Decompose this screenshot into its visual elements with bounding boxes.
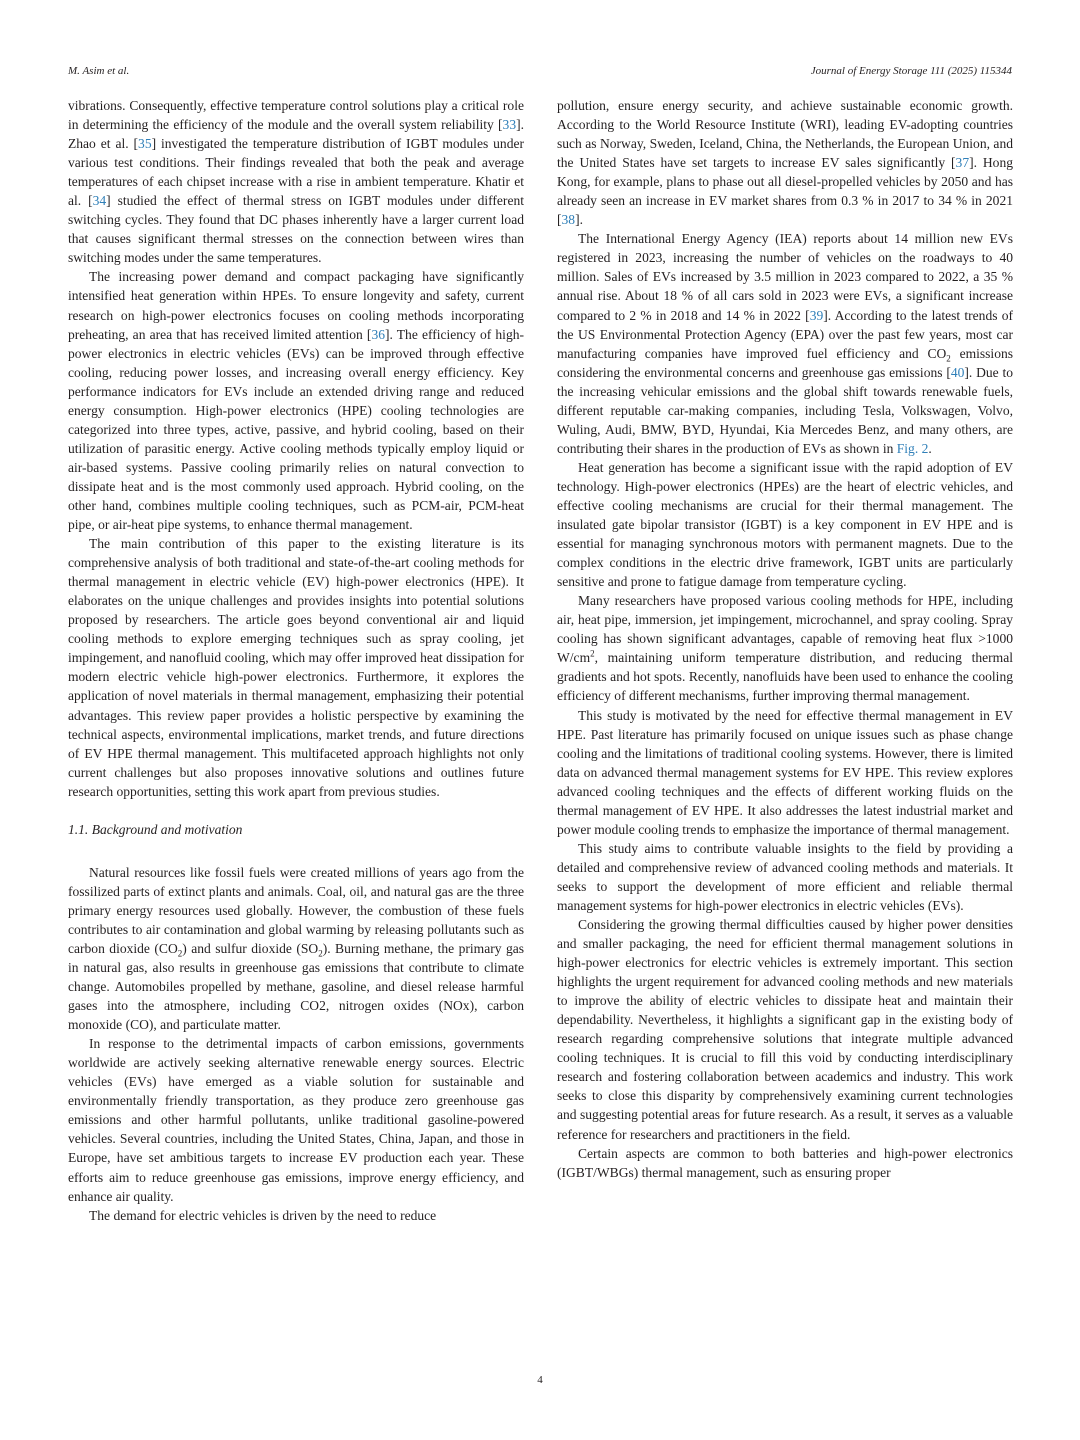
citation-link[interactable]: 34 xyxy=(92,193,107,209)
paragraph: The International Energy Agency (IEA) reports about 14 million new EVs registered in 2023, increasing the number of vehicles on the roadways to 40 million. Sales of EVs increased by 3.5 million in 2023 compared to 2022, a 35 % annual rise. About 18 % of all cars sold in 2023 were EVs, a significant increase compared to 2 % in 2018 and 14 % in 2022 [39]. According to the latest trends of the US Environmental Protection Agency (EPA) over the past few years, most car manufacturing companies have improved fuel efficiency and $CO_2$ emissions considering the environmental concerns and greenhouse gas emissions [40]. Due to the increasing vehicular emissions and the global shift towards renewable fuels, different reputable car-making companies, including Tesla, Volkswagen, Volvo, Wuling, Audi, BMW, BYD, Hyundai, Kia Mercedes Benz, and many others, are contributing their shares in the production of EVs as shown in Fig. 2. xyxy=(557,231,1014,456)
author-running-head: M. Asim et al. xyxy=(68,65,130,77)
right-column xyxy=(557,96,1013,1182)
paragraph: pollution, ensure energy security, and achieve sustainable economic growth. According to the World Resource Institute (WRI), leading EV-adopting countries such as Norway, Sweden, Iceland, China, the Netherlands, the European Union, and the United States have set targets to increase EV sales significantly [37]. Hong Kong, for example, plans to phase out all diesel-propelled vehicles by 2050 and has already seen an increase in EV market shares from 0.3 % in 2017 to 34 % in 2021 [38]. xyxy=(557,98,1014,228)
figure-link[interactable]: Fig. 2 xyxy=(896,440,929,456)
section-heading: 1.1. Background and motivation xyxy=(68,821,243,837)
paragraph: Considering the growing thermal difficulties caused by higher power densities and smaller packaging, the need for efficient thermal management solutions in high-power electronics for electric vehicles is extremely important. This section highlights the urgent requirement for advanced cooling methods and new materials to improve the ability of electric vehicles to dissipate heat and maintain their dependability. Nevertheless, it highlights a significant gap in the existing body of research regarding comprehensive solutions that integrate multiple advanced cooling techniques. It is crucial to fill this void by conducting interdisciplinary research and fostering collaboration between academics and industry. This work seeks to close this disparity by comprehensively examining current technologies and suggesting potential areas for future research. As a result, it serves as a valuable reference for researchers and practitioners in the field. xyxy=(557,917,1013,1142)
citation-link[interactable]: 37 xyxy=(955,155,970,171)
paragraph: Certain aspects are common to both batteries and high-power electronics (IGBT/WBGs) thermal management, such as ensuring proper xyxy=(557,1145,1013,1180)
paragraph: In response to the detrimental impacts of carbon emissions, governments worldwide are actively seeking alternative renewable energy sources. Electric vehicles (EVs) have emerged as a viable solution for sustainable and environmentally friendly transportation, as they produce zero greenhouse gas emissions and other harmful pollutants, unlike traditional gasoline-powered vehicles. Several countries, including the United States, China, Japan, and those in Europe, have set ambitious targets to increase EV production each year. These efforts aim to reduce greenhouse gas emissions, improve energy efficiency, and enhance air quality. xyxy=(68,1036,524,1204)
citation-link[interactable]: 40 xyxy=(950,364,965,380)
paragraph: Many researchers have proposed various cooling methods for HPE, including air, heat pipe, immersion, jet impingement, microchannel, and spray cooling. Spray cooling has shown significant advantages, capable of removing heat flux >1000 $W/cm^2$, maintaining uniform temperature distribution, and reducing thermal gradients and hot spots. Recently, nanofluids have been used to enhance the cooling efficiency of different mechanisms, further improving thermal management. xyxy=(557,593,1013,704)
citation-link[interactable]: 39 xyxy=(809,307,824,323)
paragraph: Heat generation has become a significant issue with the rapid adoption of EV technology. High-power electronics (HPEs) are the heart of electric vehicles, and effective cooling mechanisms are crucial for their thermal management. The insulated gate bipolar transistor (IGBT) is a key component in EV HPE and is essential for managing synchronous motors with permanent magnets. Due to the complex conditions in the electric drive framework, IGBT units are particularly sensitive and prone to fatigue damage from temperature cycling. xyxy=(557,459,1013,590)
page-number: 4 xyxy=(537,1374,543,1386)
paragraph: This study is motivated by the need for effective thermal management in EV HPE. Past literature has primarily focused on unique issues such as phase change cooling and the limitations of traditional cooling systems. However, there is limited data on advanced thermal management systems for EV HPE. This review explores advanced cooling techniques and the effects of different working fluids on the thermal management of EV HPE. It also addresses the latest industrial market and power module cooling trends to emphasize the importance of thermal management. xyxy=(557,707,1013,837)
paragraph: The demand for electric vehicles is driven by the need to reduce xyxy=(89,1207,437,1223)
citation-link[interactable]: 36 xyxy=(371,326,385,342)
paragraph: The increasing power demand and compact packaging have significantly intensified heat generation within HPEs. To ensure longevity and safety, current research on high-power electronics focuses on cooling methods incorporating preheating, an area that has received limited attention [36]. The efficiency of high-power electronics in electric vehicles (EVs) can be improved through effective cooling, reducing power losses, and increasing overall energy efficiency. Key performance indicators for EVs include an extended driving range and reduced energy consumption. High-power electronics (HPE) cooling technologies are categorized into three types, active, passive, and hybrid cooling, based on their utilization of parasitic energy. Active cooling methods typically employ liquid or air-based systems. Passive cooling primarily relies on natural convection to dissipate heat and is the most commonly used approach. Hybrid cooling, on the other hand, combines multiple cooling techniques, such as PCM-air, PCM-heat pipe, or air-heat pipe systems, to enhance thermal management. xyxy=(68,269,525,533)
citation-link[interactable]: 38 xyxy=(561,212,576,228)
paragraph: The main contribution of this paper to the existing literature is its comprehensive analysis of both traditional and state-of-the-art cooling methods for thermal management in electric vehicle (EV) high-power electronics (HPE). It elaborates on the unique challenges and provides insights into potential solutions proposed by researchers. The article goes beyond conventional air and liquid cooling methods to explore emerging techniques such as spray cooling, jet impingement, and nanofluid cooling, which may offer improved heat dissipation for modern electric vehicle high-power electronics. Furthermore, it explores the application of novel materials in thermal management, emphasizing their potential advantages. This review paper provides a holistic perspective by examining the technical aspects, environmental implications, market trends, and future directions of EV HPE thermal management. This multifaceted approach highlights not only current challenges but also proposes innovative solutions and outlines future research opportunities, setting this work apart from previous studies. xyxy=(68,536,524,799)
citation-link[interactable]: 33 xyxy=(502,117,517,133)
citation-link[interactable]: 35 xyxy=(138,136,152,152)
paragraph: This study aims to contribute valuable insights to the field by providing a detailed and comprehensive review of advanced cooling methods and materials. It seeks to support the development of more efficient and reliable thermal management systems for high-power electronics in electric vehicles (EVs). xyxy=(557,840,1013,913)
journal-running-head: Journal of Energy Storage 111 (2025) 115344 xyxy=(810,65,1012,77)
paragraph: Natural resources like fossil fuels were created millions of years ago from the fossilized parts of extinct plants and animals. Coal, oil, and natural gas are the three primary energy resources used globally. However, the combustion of these fuels contributes to air contamination and global warming by releasing pollutants such as carbon dioxide $(CO_2)$ and sulfur dioxide $(SO_2)$. Burning methane, the primary gas in natural gas, also results in greenhouse gas emissions that contribute to climate change. Automobiles propelled by methane, gasoline, and diesel release harmful gases into the atmosphere, including CO2, nitrogen oxides (NOx), carbon monoxide (CO), and particulate matter. xyxy=(68,864,525,1033)
left-column xyxy=(68,96,524,1225)
paragraph: vibrations. Consequently, effective temperature control solutions play a critical role in determining the efficiency of the module and the overall system reliability [33]. Zhao et al. [35] investigated the temperature distribution of IGBT modules under various test conditions. Their findings revealed that both the peak and average temperatures of each chipset increase with a rise in ambient temperature. Khatir et al. [34] studied the effect of thermal stress on IGBT modules under different switching cycles. They found that DC phases inherently have a larger current load that causes significant thermal stresses on the connection between wires than switching modes under the same temperatures. xyxy=(68,98,524,266)
